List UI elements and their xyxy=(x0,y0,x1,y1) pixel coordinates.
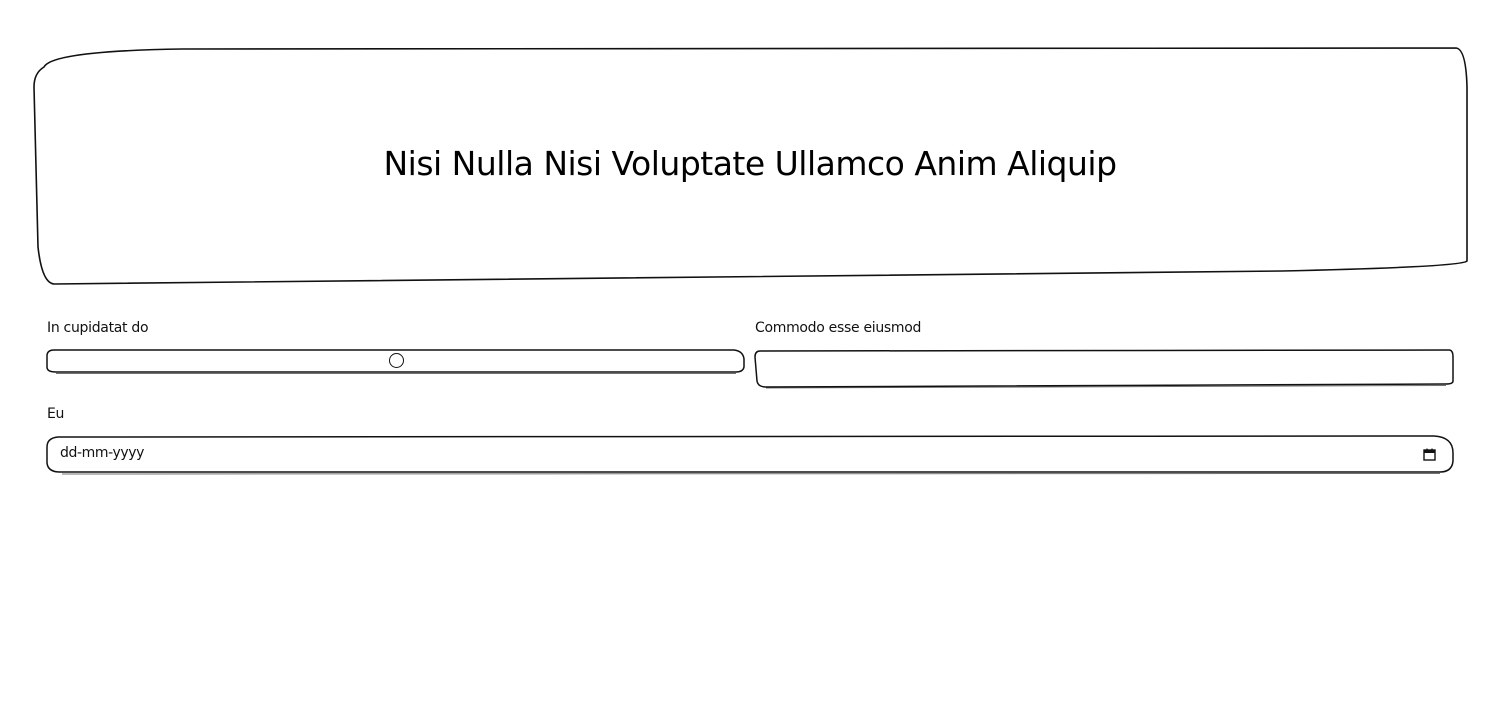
range-field-label: In cupidatat do xyxy=(47,320,149,336)
range-slider[interactable] xyxy=(46,349,746,375)
text-input[interactable] xyxy=(764,357,1444,379)
text-field-box xyxy=(754,349,1455,389)
page-title: Nisi Nulla Nisi Voluptate Ullamco Anim Aliquip xyxy=(383,143,1117,183)
text-field-label: Commodo esse eiusmod xyxy=(755,320,922,336)
date-input[interactable] xyxy=(46,435,1455,476)
hero-banner xyxy=(32,47,1468,287)
date-value: dd-mm-yyyy xyxy=(60,445,145,461)
date-field-border xyxy=(46,435,1455,476)
calendar-icon[interactable] xyxy=(1423,448,1436,461)
date-field-label: Eu xyxy=(47,406,65,422)
range-thumb[interactable] xyxy=(389,353,404,368)
